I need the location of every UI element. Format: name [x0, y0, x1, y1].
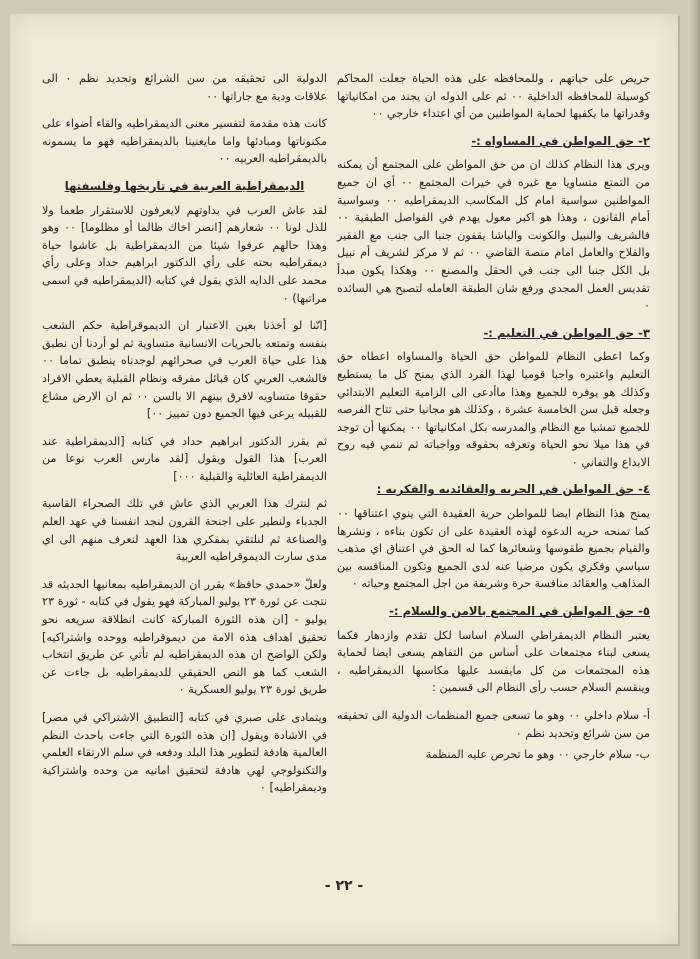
section-title-arab-democracy: الديمقراطية العربية في تاريخها وفلسفتها	[64, 178, 305, 193]
paragraph: ويتمادى على صبري في كتابه [التطبيق الاشتراكي في مصر] في الاشادة ويقول [ان هذه الثورة التي جاءت باحدث النظم العالمية هادفة لتطوير هذا البلد ودفعه في سلم الارتقاء العلمي والتكنولوجي لهي هادفة لتحقيق امانيه من وحده واشتراكية وديمقراطيه] ٠	[42, 711, 327, 795]
section-equality	[337, 133, 650, 315]
right-intro: حريص على حياتهم ، وللمحافظه على هذه الحياة جعلت المحاكم كوسيلة للمحافظه الداخلية ٠٠ ثم على الدوله ان يجند من امكانياتها وقدراتها ما يكفيها لحماية المواطنين من أي اعتداء خارجي ٠٠	[337, 72, 650, 121]
section-heading: ٣- حق المواطن في التعليم :-	[483, 325, 650, 340]
quote-paragraph: [انّنا لو أخذنا بعين الاعتبار ان الديموقراطية حكم الشعب بنفسه وتمتعه بالحريات الانسانية متساوية ثم لو أردنا أن نطبق هذا على حياة العرب في صحرائهم لوجدناه ينطبق تماما ٠٠ فالشعب العربي كان قبائل مفرقه ونظام القبلية يعطي الافراد حقوقا متساويه لافرق بينهم الا بالسن ٠٠ ثم ان الارض مشاع للقبيله يرعى فيها الجميع دون تمييز ٠٠]	[42, 319, 327, 421]
section-text: وكما اعطى النظام للمواطن حق الحياة والمساواه اعطاه حق التعليم واعتبره واجبا قوميا لهذا الفرد الذي يمنح كل ما يستطيع وكذلك هو يوفره للجميع وهذا ماأدعى الى الزامية التعليم الابتدائي وجعله قبل سن الخامسة عشرة ، وكذلك هو مجانيا حتى تتاح الفرصه للجميع تمشيا مع النظام والمدرسه بكل امكانياتها ٠٠ يمكنها أن توجد في هذا ميلا نحو الحياة وتعرفه بحقوقه وواجباته ثم تنمي فيه روح الابداع والتفاني ٠	[337, 350, 650, 469]
section-heading: ٥- حق المواطن في المجتمع بالامن والسلام :-	[389, 604, 650, 619]
list-item: ب- سلام خارجي ٠٠ وهو ما تحرص عليه المنظمة	[425, 748, 650, 762]
section-text: يعتبر النظام الديمقراطي السلام اساسا لكل تقدم وازدهار فكما يسعى لبناء مجتمعات على أساس من التفاهم يسعى ايضا لحماية هذه المجتمعات من كل مايفسد عليها مكاسبها الديمقراطيه ، وينقسم السلام حسب رأى النظام الى قسمين :	[337, 628, 650, 695]
section-freedom	[337, 481, 650, 593]
page-edge-shadow	[688, 0, 700, 959]
section-education	[337, 325, 650, 472]
document-page	[10, 14, 678, 944]
paragraph: ولعلّ «حمدي حافظ» يقرر ان الديمقراطيه بمعانيها الحديثه قد نتجت عن ثورة ٢٣ يوليو المباركة فهو يقول في كتابه - ثورة ٢٣ يوليو - [ان هذه الثورة المباركة كانت انطلاقة سريعه نحو تحقيق اهداف هذه الامة من ديموقراطيه ووحده واشتراكيه] ولكن الواضح ان هذه الديمقراطيه لم تأتي عن طريق انتخاب الشعب كما هو النص الحقيقي للديمقراطيه بل جاءت عن طريق ثورة ٢٣ يوليو العسكرية ٠	[42, 577, 327, 697]
left-intro: الدولية الى تحقيقه من سن الشرائع وتحديد نظم ٠ الى علاقات ودية مع جاراتها ٠٠	[42, 72, 327, 103]
paragraph: ثم يقرر الدكتور ابراهيم حداد في كتابه [الديمقراطية عند العرب] هذا القول ويقول [لقد مارس العرب نوعا من الديمقراطية العائلية والقبلية ٠٠٠]	[42, 434, 327, 483]
right-column	[337, 70, 650, 768]
left-para-intro-2: كانت هذه مقدمة لتفسير معنى الديمقراطيه والقاء أضواء على مكنوناتها ومبادئها واما مايعنينا بالديمقراطيه فهو ما يسمونه بالديمقراطيه العربيه ٠٠	[42, 117, 327, 166]
page-number: - ٢٢ -	[324, 878, 364, 894]
left-column	[42, 70, 327, 807]
paragraph: ثم لنترك هذا العربي الذي عاش في تلك الصحراء القاسية الجدباء ولنطير على اجنحة القرون لنجد انفسنا في عهد العلم والصناعة ثم لنلتقي بمفكري هذا العهد لنعرف منهم الى اي مدى سارت الديموقراطيه العربية	[42, 497, 327, 564]
section-heading: ٤- حق المواطن في الحريه والعقائديه والفكريه :	[376, 482, 650, 497]
paragraph: لقد عاش العرب في بداوتهم لايعرفون للاستقرار طعما ولا للذل لونا ٠٠ شعارهم [انصر اخاك ظالما أو مظلوما] ٠٠ وهو وهذا حالهم عرفوا شيئا من الديمقراطية بل عاشوا حياة ديمقراطيه بحته على رأي الدكتور ابراهيم حداد وعلى رأي محمد على الدايه الذي يقول في كتابه (الديمقراطيه في اسمى مراتبها) ٠	[42, 203, 328, 305]
section-heading: ٢- حق المواطن في المساواه :-	[471, 133, 650, 148]
section-text: ويرى هذا النظام كذلك ان من حق المواطن على المجتمع أن يمكنه من التمتع متساويا مع غيره في خيرات المجتمع ٠٠ أي ان جميع المواطنين سواسية امام كل المكاسب الديمقراطيه ٠٠ وسواسية أمام القانون ، وهذا هو اكبر معول يهدم في الفواصل الطبقية ٠٠ فالشريف والنبيل والكونت والباشا يقفون جنبا الى جنب مع الفقير والفلاح والعامل امام منصة القاضي ٠٠ ثم لا مركز لشريف أم نبيل بل الكل جنبا الى جنب في الحقل والمصنع ٠٠ وهكذا يكون مبدأ تقديس العمل المجدي ورفع شان الطبقة العامله لتصبح هي السائده ٠	[337, 158, 650, 313]
section-text: يمنح هذا النظام ايضا للمواطن حرية العقيدة التي ينوي اعتناقها ٠٠ كما تمنحه حريه الدعوه لهذه العقيدة على ان تكون بناءه ، ونشرها والقيام بجميع طقوسها وشعائرها كما له الحق في اعتناق اي مذهب سياسي وفكري يكون مرضيا عنه لدى الجميع وتكون المنافسه بين المذاهب والعقائد منافسة حرة وشريفة من اجل المجتمع وحياته ٠	[337, 507, 650, 591]
section-peace	[337, 603, 650, 697]
list-item: أ- سلام داخلي ٠٠ وهو ما تسعى جميع المنظمات الدولية الى تحقيقه من سن شرائع وتحديد نظم ٠	[337, 709, 651, 740]
